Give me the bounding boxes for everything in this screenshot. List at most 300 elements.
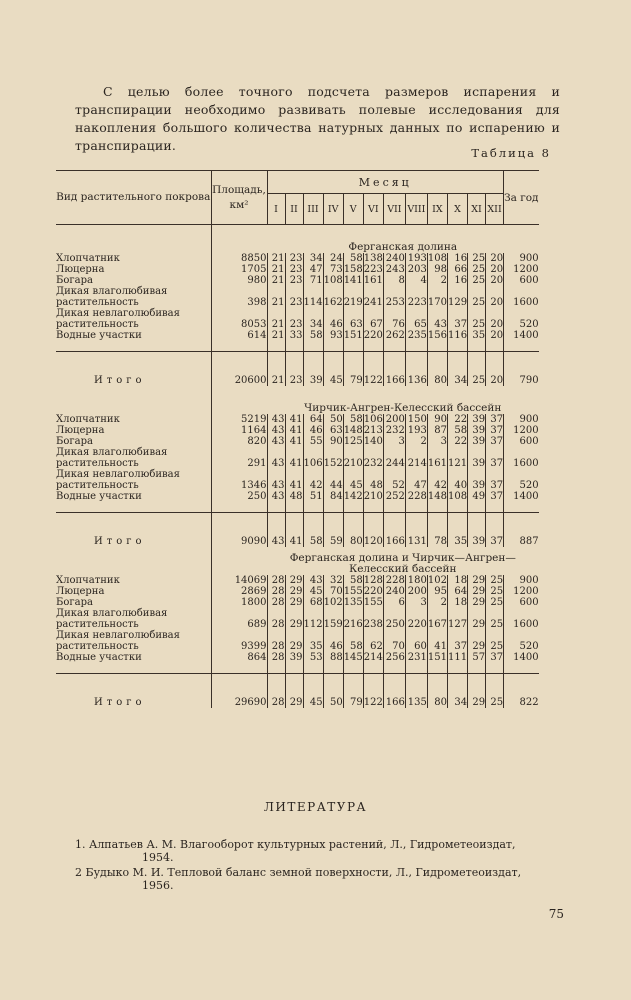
month-value: 29 bbox=[285, 575, 303, 586]
month-value: 58 bbox=[343, 630, 363, 652]
month-value: 62 bbox=[363, 630, 383, 652]
month-value: 28 bbox=[267, 575, 285, 586]
gap-cell bbox=[323, 341, 343, 352]
area-value: 864 bbox=[211, 652, 267, 663]
header-vid: Вид растительного покрова bbox=[56, 171, 211, 225]
table-body bbox=[56, 225, 539, 709]
section-title-row bbox=[56, 225, 539, 254]
gap-cell bbox=[303, 502, 323, 513]
gap-cell bbox=[383, 502, 405, 513]
month-value: 58 bbox=[343, 575, 363, 586]
vegetation-type: Дикая влаголюбивая растительность bbox=[56, 608, 168, 630]
section-title: Ферганская долина bbox=[348, 241, 458, 253]
month-value: 43 bbox=[267, 425, 285, 436]
month-value: 25 bbox=[468, 264, 486, 275]
month-value: 64 bbox=[303, 414, 323, 425]
vegetation-type: Хлопчатник bbox=[56, 414, 120, 425]
month-value: 111 bbox=[447, 652, 468, 663]
month-value: 39 bbox=[468, 469, 486, 491]
month-value: 41 bbox=[285, 436, 303, 447]
month-value: 170 bbox=[427, 286, 447, 308]
area-value: 8850 bbox=[211, 253, 267, 264]
month-value: 34 bbox=[303, 253, 323, 264]
month-value: 21 bbox=[267, 253, 285, 264]
month-value: 40 bbox=[447, 469, 467, 491]
reference-2 bbox=[75, 866, 565, 892]
month-value: 24 bbox=[323, 253, 343, 264]
month-value: 48 bbox=[285, 491, 303, 502]
month-value: 88 bbox=[323, 652, 343, 663]
month-header: II bbox=[285, 194, 303, 225]
year-value: 1400 bbox=[504, 491, 539, 502]
vegetation-type: Водные участки bbox=[56, 330, 142, 341]
gap-cell bbox=[363, 502, 383, 513]
gap-cell bbox=[427, 341, 447, 352]
total-label: Итого bbox=[56, 352, 211, 387]
gap-cell bbox=[383, 341, 405, 352]
literature-heading: ЛИТЕРАТУРА bbox=[263, 800, 368, 814]
month-header: V bbox=[343, 194, 363, 225]
month-value: 29 bbox=[468, 597, 486, 608]
area-value: 9399 bbox=[211, 630, 267, 652]
month-value: 151 bbox=[427, 652, 447, 663]
section-spacer bbox=[211, 547, 267, 575]
month-value: 167 bbox=[427, 608, 447, 630]
month-value: 232 bbox=[363, 447, 383, 469]
total-area: 29690 bbox=[211, 674, 267, 709]
table-row bbox=[56, 253, 539, 264]
month-value: 108 bbox=[323, 275, 343, 286]
area-value: 14069 bbox=[211, 575, 267, 586]
vegetation-type: Дикая невлаголюбивая растительность bbox=[56, 308, 180, 330]
month-value: 235 bbox=[405, 330, 427, 341]
month-value: 39 bbox=[285, 652, 303, 663]
total-month-value: 43 bbox=[267, 513, 285, 548]
month-value: 155 bbox=[363, 597, 383, 608]
month-value: 41 bbox=[285, 425, 303, 436]
gap-cell bbox=[363, 663, 383, 674]
month-header: XI bbox=[468, 194, 486, 225]
vegetation-type: Хлопчатник bbox=[56, 253, 120, 264]
area-value: 250 bbox=[211, 491, 267, 502]
total-month-value: 28 bbox=[267, 674, 285, 709]
area-value: 8053 bbox=[211, 308, 267, 330]
month-value: 210 bbox=[363, 491, 383, 502]
month-value: 240 bbox=[383, 253, 405, 264]
total-month-value: 37 bbox=[486, 513, 504, 548]
month-value: 64 bbox=[447, 586, 467, 597]
year-value: 900 bbox=[504, 575, 539, 586]
total-month-value: 29 bbox=[468, 674, 486, 709]
vegetation-type: Водные участки bbox=[56, 491, 142, 502]
month-value: 37 bbox=[486, 425, 504, 436]
month-value: 25 bbox=[468, 253, 486, 264]
month-value: 58 bbox=[343, 253, 363, 264]
area-value: 1800 bbox=[211, 597, 267, 608]
section-spacer bbox=[56, 386, 211, 414]
month-value: 37 bbox=[486, 414, 504, 425]
month-value: 73 bbox=[323, 264, 343, 275]
month-value: 32 bbox=[323, 575, 343, 586]
gap-cell bbox=[323, 502, 343, 513]
month-value: 29 bbox=[468, 630, 486, 652]
gap-cell bbox=[447, 502, 467, 513]
month-value: 76 bbox=[383, 308, 405, 330]
total-month-value: 21 bbox=[267, 352, 285, 387]
month-value: 141 bbox=[343, 275, 363, 286]
total-year-value: 790 bbox=[504, 352, 539, 387]
total-month-value: 122 bbox=[363, 674, 383, 709]
month-value: 142 bbox=[343, 491, 363, 502]
total-month-value: 41 bbox=[285, 513, 303, 548]
section-title-row bbox=[56, 547, 539, 575]
month-value: 28 bbox=[267, 586, 285, 597]
month-value: 20 bbox=[486, 308, 504, 330]
month-value: 18 bbox=[447, 575, 467, 586]
month-value: 71 bbox=[303, 275, 323, 286]
month-value: 228 bbox=[405, 491, 427, 502]
total-year-value: 887 bbox=[504, 513, 539, 548]
month-value: 43 bbox=[267, 469, 285, 491]
month-value: 43 bbox=[267, 436, 285, 447]
month-value: 220 bbox=[363, 330, 383, 341]
month-value: 37 bbox=[447, 308, 467, 330]
month-header: VI bbox=[363, 194, 383, 225]
month-value: 127 bbox=[447, 608, 467, 630]
year-value: 1600 bbox=[504, 608, 539, 630]
gap-cell bbox=[56, 341, 211, 352]
month-value: 106 bbox=[363, 414, 383, 425]
page-number: 75 bbox=[548, 907, 564, 921]
month-header: IV bbox=[323, 194, 343, 225]
gap-cell bbox=[504, 341, 539, 352]
month-value: 148 bbox=[343, 425, 363, 436]
gap-row bbox=[56, 663, 539, 674]
gap-cell bbox=[211, 341, 267, 352]
total-month-value: 29 bbox=[285, 674, 303, 709]
month-value: 20 bbox=[486, 330, 504, 341]
month-value: 25 bbox=[486, 586, 504, 597]
month-value: 250 bbox=[383, 608, 405, 630]
gap-cell bbox=[405, 341, 427, 352]
total-month-value: 20 bbox=[486, 352, 504, 387]
area-value: 2869 bbox=[211, 586, 267, 597]
month-value: 43 bbox=[427, 308, 447, 330]
month-value: 106 bbox=[303, 447, 323, 469]
month-value: 41 bbox=[427, 630, 447, 652]
vegetation-type: Люцерна bbox=[56, 425, 105, 436]
gap-cell bbox=[267, 663, 285, 674]
month-value: 156 bbox=[427, 330, 447, 341]
section-title-row bbox=[56, 386, 539, 414]
total-month-value: 136 bbox=[405, 352, 427, 387]
table-row bbox=[56, 575, 539, 586]
month-value: 23 bbox=[285, 286, 303, 308]
gap-row bbox=[56, 502, 539, 513]
vegetation-type: Дикая влаголюбивая растительность bbox=[56, 447, 168, 469]
total-month-value: 39 bbox=[303, 352, 323, 387]
month-value: 213 bbox=[363, 425, 383, 436]
month-value: 21 bbox=[267, 286, 285, 308]
gap-cell bbox=[447, 341, 467, 352]
month-value: 29 bbox=[468, 608, 486, 630]
month-value: 23 bbox=[285, 308, 303, 330]
total-month-value: 35 bbox=[447, 513, 467, 548]
month-value: 150 bbox=[405, 414, 427, 425]
month-value: 16 bbox=[447, 253, 467, 264]
month-value: 2 bbox=[427, 597, 447, 608]
month-value: 51 bbox=[303, 491, 323, 502]
area-value: 291 bbox=[211, 447, 267, 469]
month-value: 25 bbox=[468, 308, 486, 330]
month-value: 112 bbox=[303, 608, 323, 630]
month-value: 23 bbox=[285, 264, 303, 275]
gap-cell bbox=[486, 341, 504, 352]
gap-cell bbox=[427, 502, 447, 513]
table-row bbox=[56, 586, 539, 597]
month-value: 39 bbox=[468, 425, 486, 436]
year-value: 600 bbox=[504, 436, 539, 447]
evaporation-table bbox=[56, 170, 539, 708]
table-row bbox=[56, 597, 539, 608]
month-value: 87 bbox=[427, 425, 447, 436]
month-value: 6 bbox=[383, 597, 405, 608]
month-value: 29 bbox=[285, 630, 303, 652]
gap-cell bbox=[56, 663, 211, 674]
total-month-value: 166 bbox=[383, 674, 405, 709]
vegetation-type: Водные участки bbox=[56, 652, 142, 663]
month-value: 58 bbox=[303, 330, 323, 341]
month-value: 47 bbox=[405, 469, 427, 491]
total-month-value: 50 bbox=[323, 674, 343, 709]
month-value: 53 bbox=[303, 652, 323, 663]
month-value: 35 bbox=[303, 630, 323, 652]
intro-paragraph: С целью более точного подсчета размеров испарения и транспирации необходимо развивать полевые исследования для накопления большого количества натурных данных по испарению и транспирации. bbox=[75, 83, 560, 153]
month-value: 58 bbox=[343, 414, 363, 425]
section-title: Чирчик-Ангрен-Келесский бассейн bbox=[304, 402, 502, 414]
month-value: 58 bbox=[447, 425, 467, 436]
gap-cell bbox=[211, 502, 267, 513]
month-value: 159 bbox=[323, 608, 343, 630]
month-value: 37 bbox=[486, 652, 504, 663]
table-row bbox=[56, 436, 539, 447]
month-value: 228 bbox=[383, 575, 405, 586]
gap-cell bbox=[56, 502, 211, 513]
month-value: 200 bbox=[383, 414, 405, 425]
month-value: 108 bbox=[447, 491, 468, 502]
month-header: XII bbox=[486, 194, 504, 225]
gap-cell bbox=[285, 341, 303, 352]
month-value: 3 bbox=[383, 436, 405, 447]
month-value: 43 bbox=[267, 491, 285, 502]
month-value: 22 bbox=[447, 436, 467, 447]
month-value: 25 bbox=[486, 597, 504, 608]
month-value: 90 bbox=[323, 436, 343, 447]
month-value: 42 bbox=[303, 469, 323, 491]
year-value: 520 bbox=[504, 630, 539, 652]
month-value: 29 bbox=[285, 597, 303, 608]
month-value: 93 bbox=[323, 330, 343, 341]
month-value: 25 bbox=[486, 630, 504, 652]
month-value: 200 bbox=[405, 586, 427, 597]
month-value: 193 bbox=[405, 425, 427, 436]
month-value: 203 bbox=[405, 264, 427, 275]
vegetation-type: Богара bbox=[56, 275, 93, 286]
month-header: IX bbox=[427, 194, 447, 225]
reference-2-year: 1956. bbox=[142, 879, 174, 892]
month-value: 29 bbox=[285, 608, 303, 630]
month-value: 68 bbox=[303, 597, 323, 608]
total-month-value: 34 bbox=[447, 352, 467, 387]
total-month-value: 135 bbox=[405, 674, 427, 709]
month-value: 95 bbox=[427, 586, 447, 597]
table-row bbox=[56, 447, 539, 469]
month-value: 21 bbox=[267, 275, 285, 286]
month-value: 98 bbox=[427, 264, 447, 275]
month-value: 193 bbox=[405, 253, 427, 264]
month-value: 37 bbox=[486, 436, 504, 447]
month-value: 37 bbox=[486, 469, 504, 491]
month-value: 52 bbox=[383, 469, 405, 491]
total-area: 9090 bbox=[211, 513, 267, 548]
month-value: 70 bbox=[323, 586, 343, 597]
month-header: III bbox=[303, 194, 323, 225]
gap-cell bbox=[343, 502, 363, 513]
total-label: Итого bbox=[56, 513, 211, 548]
total-month-value: 120 bbox=[363, 513, 383, 548]
gap-cell bbox=[303, 341, 323, 352]
gap-cell bbox=[383, 663, 405, 674]
table-row bbox=[56, 264, 539, 275]
area-value: 1346 bbox=[211, 469, 267, 491]
month-value: 46 bbox=[323, 308, 343, 330]
header-month: Месяц bbox=[267, 171, 504, 194]
month-value: 37 bbox=[486, 447, 504, 469]
total-year-value: 822 bbox=[504, 674, 539, 709]
vegetation-type: Люцерна bbox=[56, 586, 105, 597]
month-value: 231 bbox=[405, 652, 427, 663]
month-value: 63 bbox=[323, 425, 343, 436]
month-value: 43 bbox=[267, 447, 285, 469]
total-row bbox=[56, 674, 539, 709]
month-value: 20 bbox=[486, 264, 504, 275]
year-value: 600 bbox=[504, 275, 539, 286]
year-value: 520 bbox=[504, 308, 539, 330]
year-value: 1200 bbox=[504, 425, 539, 436]
table-row bbox=[56, 608, 539, 630]
month-value: 25 bbox=[468, 275, 486, 286]
month-header: VIII bbox=[405, 194, 427, 225]
month-value: 90 bbox=[427, 414, 447, 425]
month-value: 214 bbox=[363, 652, 383, 663]
header-area: Площадь, км² bbox=[211, 171, 267, 225]
area-value: 1164 bbox=[211, 425, 267, 436]
month-value: 129 bbox=[447, 286, 467, 308]
year-value: 1400 bbox=[504, 330, 539, 341]
month-value: 151 bbox=[343, 330, 363, 341]
month-value: 128 bbox=[363, 575, 383, 586]
table-caption: Таблица 8 bbox=[471, 146, 551, 160]
total-month-value: 58 bbox=[303, 513, 323, 548]
reference-1-year: 1954. bbox=[142, 851, 174, 864]
month-value: 39 bbox=[468, 436, 486, 447]
area-value: 1705 bbox=[211, 264, 267, 275]
month-value: 20 bbox=[486, 253, 504, 264]
month-value: 34 bbox=[303, 308, 323, 330]
month-value: 37 bbox=[447, 630, 467, 652]
month-value: 45 bbox=[303, 586, 323, 597]
month-value: 41 bbox=[285, 447, 303, 469]
month-value: 41 bbox=[285, 469, 303, 491]
section-spacer bbox=[211, 225, 267, 254]
total-month-value: 34 bbox=[447, 674, 467, 709]
area-value: 689 bbox=[211, 608, 267, 630]
year-value: 900 bbox=[504, 414, 539, 425]
month-value: 243 bbox=[383, 264, 405, 275]
month-value: 37 bbox=[486, 491, 504, 502]
month-value: 22 bbox=[447, 414, 467, 425]
section-spacer bbox=[56, 225, 211, 254]
month-value: 161 bbox=[427, 447, 447, 469]
gap-cell bbox=[267, 502, 285, 513]
gap-cell bbox=[504, 502, 539, 513]
month-value: 216 bbox=[343, 608, 363, 630]
vegetation-type: Дикая влаголюбивая растительность bbox=[56, 286, 168, 308]
month-value: 8 bbox=[383, 275, 405, 286]
table-row bbox=[56, 425, 539, 436]
area-value: 820 bbox=[211, 436, 267, 447]
gap-cell bbox=[447, 663, 467, 674]
total-month-value: 79 bbox=[343, 352, 363, 387]
month-value: 23 bbox=[285, 275, 303, 286]
vegetation-type: Богара bbox=[56, 436, 93, 447]
month-value: 39 bbox=[468, 414, 486, 425]
month-value: 46 bbox=[303, 425, 323, 436]
month-value: 55 bbox=[303, 436, 323, 447]
total-month-value: 80 bbox=[427, 674, 447, 709]
total-month-value: 79 bbox=[343, 674, 363, 709]
total-month-value: 25 bbox=[486, 674, 504, 709]
month-value: 35 bbox=[468, 330, 486, 341]
month-value: 45 bbox=[343, 469, 363, 491]
total-row bbox=[56, 352, 539, 387]
gap-row bbox=[56, 341, 539, 352]
gap-cell bbox=[211, 663, 267, 674]
month-value: 135 bbox=[343, 597, 363, 608]
vegetation-type: Хлопчатник bbox=[56, 575, 120, 586]
total-month-value: 122 bbox=[363, 352, 383, 387]
month-value: 63 bbox=[343, 308, 363, 330]
gap-cell bbox=[267, 341, 285, 352]
month-value: 238 bbox=[363, 608, 383, 630]
month-value: 25 bbox=[486, 575, 504, 586]
gap-cell bbox=[486, 663, 504, 674]
gap-cell bbox=[405, 663, 427, 674]
month-value: 16 bbox=[447, 275, 467, 286]
year-value: 1200 bbox=[504, 586, 539, 597]
gap-cell bbox=[323, 663, 343, 674]
total-month-value: 39 bbox=[468, 513, 486, 548]
gap-cell bbox=[303, 663, 323, 674]
month-value: 65 bbox=[405, 308, 427, 330]
month-value: 145 bbox=[343, 652, 363, 663]
section-title: Ферганская долина и Чирчик—Ангрен—Келесский бассейн bbox=[289, 552, 516, 575]
month-value: 43 bbox=[303, 575, 323, 586]
table-row bbox=[56, 308, 539, 330]
table-row bbox=[56, 630, 539, 652]
month-value: 57 bbox=[468, 652, 486, 663]
month-value: 43 bbox=[267, 414, 285, 425]
